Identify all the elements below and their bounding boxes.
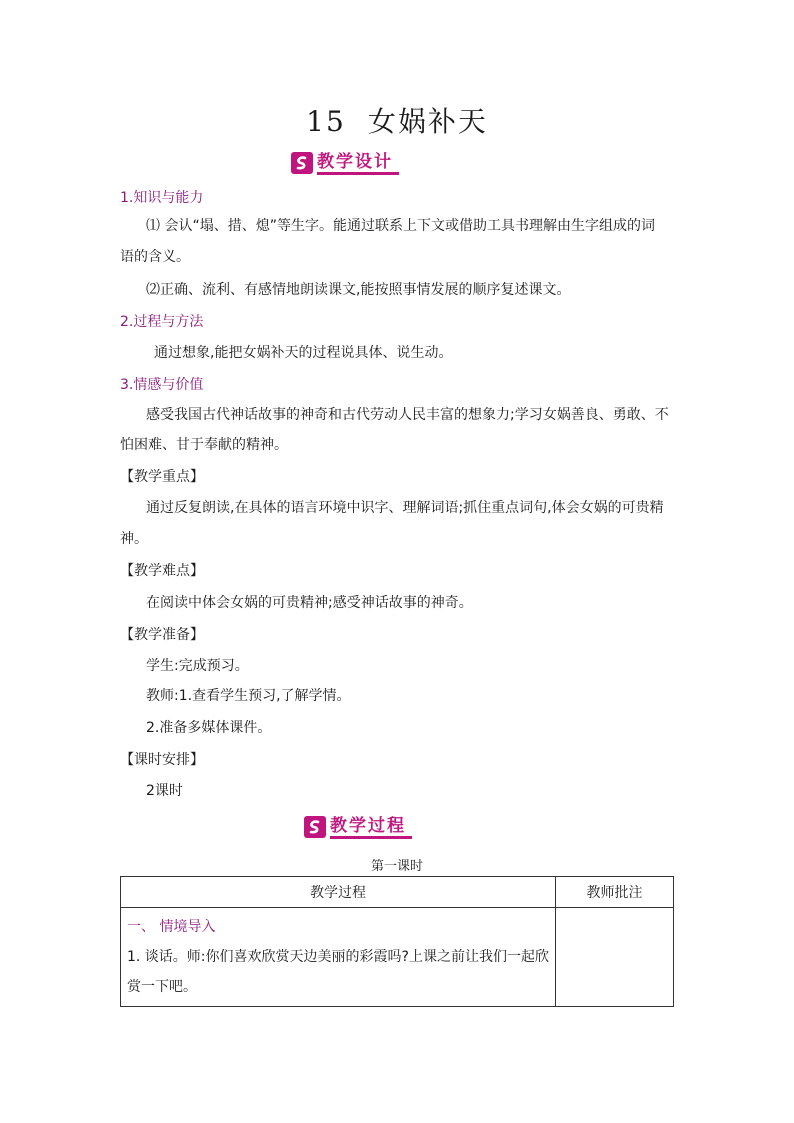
table-cell-process	[121, 908, 556, 1007]
key-points-line: 通过反复朗读,在具体的语言环境中识字、理解词语;抓住重点词句,体会女娲的可贵精	[146, 500, 664, 516]
schedule-heading: 【课时安排】	[120, 752, 204, 768]
table-header-process: 教学过程	[121, 877, 556, 908]
banner-teaching-process	[304, 814, 412, 840]
knowledge-item-2: ⑵正确、流利、有感情地朗读课文,能按照事情发展的顺序复述课文。	[146, 282, 571, 298]
preparation-teacher-2: 2.准备多媒体课件。	[146, 720, 272, 736]
emotion-item-1: 感受我国古代神话故事的神奇和古代劳动人民丰富的想象力;学习女娲善良、勇敢、不	[146, 407, 669, 423]
key-points-heading: 【教学重点】	[120, 469, 204, 485]
lesson-number: 15	[306, 105, 346, 138]
difficulties-heading: 【教学难点】	[120, 563, 204, 579]
table-header-row	[121, 877, 674, 908]
preparation-teacher-1: 教师:1.查看学生预习,了解学情。	[146, 688, 351, 704]
table-cell-notes	[556, 908, 674, 1007]
knowledge-item-1: ⑴ 会认“塌、措、熄”等生字。能通过联系上下文或借助工具书理解由生字组成的词	[146, 218, 655, 234]
banner-logo-icon	[291, 152, 313, 174]
process-item-1: 通过想象,能把女娲补天的过程说具体、说生动。	[154, 345, 453, 361]
lesson-title: 女娲补天	[367, 105, 488, 138]
preparation-heading: 【教学准备】	[120, 627, 204, 643]
lesson-period-label: 第一课时	[370, 859, 423, 874]
difficulties-line: 在阅读中体会女娲的可贵精神;感受神话故事的神奇。	[146, 595, 473, 611]
table-header-notes: 教师批注	[556, 877, 674, 908]
schedule-line: 2课时	[146, 783, 183, 799]
table-item-line: 1. 谈话。师:你们喜欢欣赏天边美丽的彩霞吗?上课之前让我们一起欣	[127, 949, 549, 965]
preparation-student: 学生:完成预习。	[146, 658, 249, 674]
banner-label: 教学设计	[317, 152, 399, 175]
banner-logo-icon	[304, 816, 326, 838]
section-process-heading: 2.过程与方法	[120, 314, 204, 330]
banner-label: 教学过程	[330, 816, 412, 839]
table-section-title: 一、 情境导入	[127, 919, 216, 935]
banner-teaching-design	[291, 150, 399, 176]
table-item-line-cont: 赏一下吧。	[127, 979, 197, 995]
table-row	[121, 908, 674, 1007]
section-knowledge-heading: 1.知识与能力	[120, 190, 204, 206]
page-title	[0, 100, 794, 140]
key-points-line-cont: 神。	[120, 531, 148, 547]
knowledge-item-1-cont: 语的含义。	[120, 249, 190, 265]
teaching-process-table	[120, 876, 674, 1007]
section-emotion-heading: 3.情感与价值	[120, 377, 204, 393]
emotion-item-1-cont: 怕困难、甘于奉献的精神。	[120, 437, 288, 453]
